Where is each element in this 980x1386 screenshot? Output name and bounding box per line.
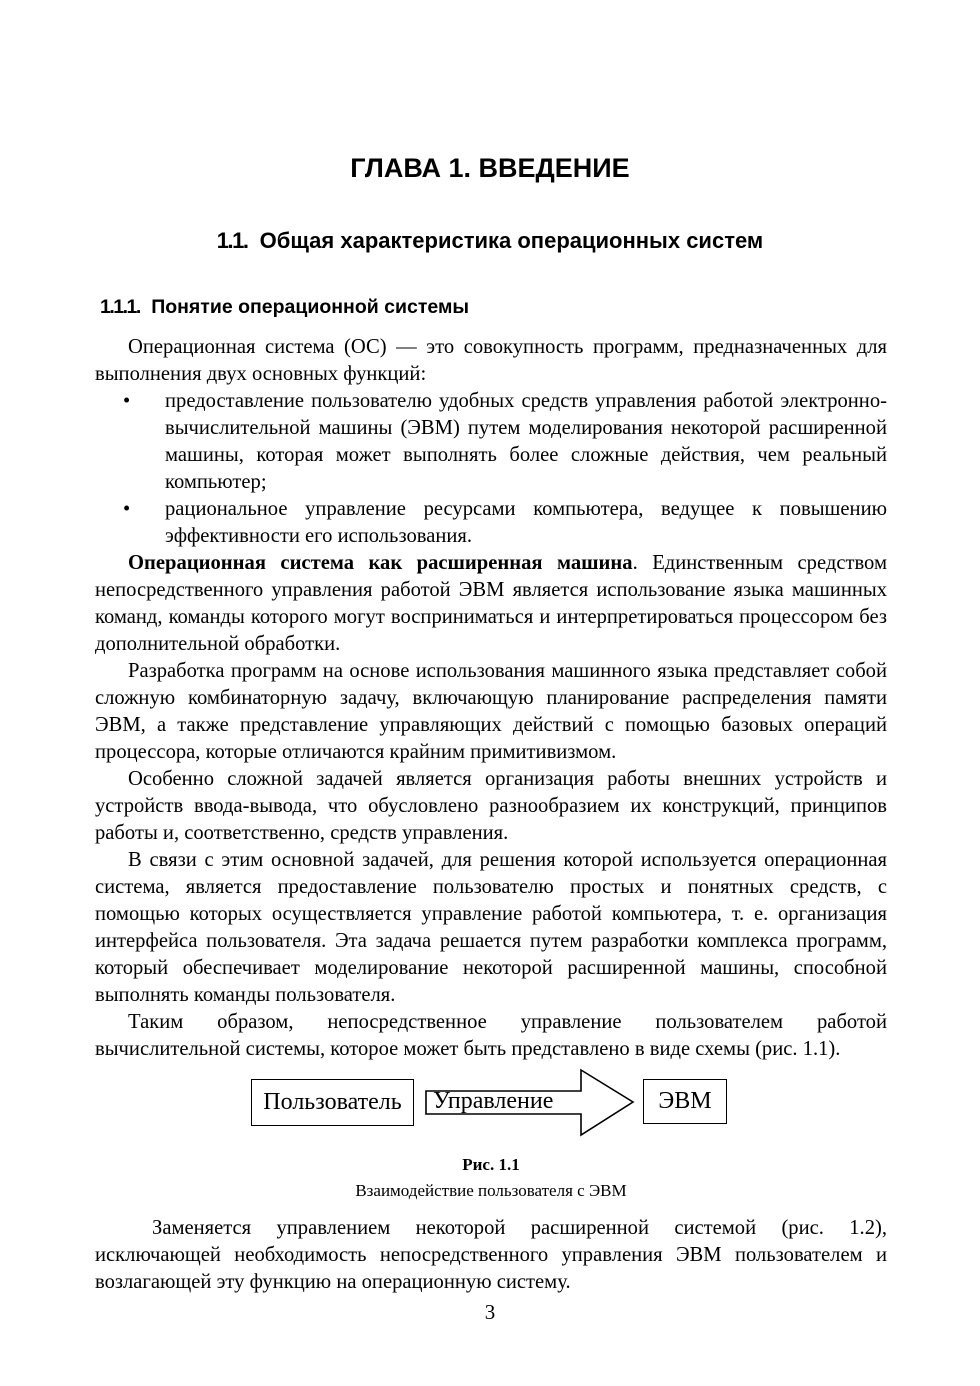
- bullet-icon: •: [123, 498, 131, 520]
- subsection-heading: [100, 292, 469, 322]
- list-item: [95, 496, 887, 550]
- intro-paragraph: Операционная система (ОС) — это совокупность программ, предназначенных для выполнения двух основных функций:: [95, 336, 887, 385]
- page-number: 3: [484, 1300, 496, 1324]
- closing-block: [95, 1215, 887, 1296]
- subsection-title: Понятие операционной системы: [151, 296, 470, 318]
- paragraph: Разработка программ на основе использования машинного языка представляет собой сложную комбинаторную задачу, включающую планирование распределения памяти ЭВМ, а также представление управляющих действий с помощью базовых операций процессора, которые отличаются крайним примитивизмом.: [95, 660, 887, 763]
- bullet-icon: •: [123, 390, 131, 412]
- section-number: 1.1.: [216, 228, 248, 253]
- figure-caption: Взаимодействие пользователя с ЭВМ: [355, 1181, 627, 1200]
- section-title: Общая характеристика операционных систем: [259, 228, 764, 253]
- section-heading: [0, 224, 980, 258]
- paragraph: Особенно сложной задачей является организация работы внешних устройств и устройств ввода-вывода, что обусловлено разнообразием их конструкций, принципов работы и, соответственно, средств управления.: [95, 768, 887, 844]
- figure-1-1: [95, 1067, 887, 1215]
- list-item-text: рациональное управление ресурсами компьютера, ведущее к повышению эффективности его использования.: [165, 498, 887, 547]
- subsection-number: 1.1.1.: [100, 296, 140, 318]
- list-item-text: предоставление пользователю удобных средств управления работой электронно-вычислительной машины (ЭВМ) путем моделирования некоторой расширенной машины, которая может выполнять более сложные действия, чем реальный компьютер;: [165, 390, 887, 493]
- list-item: [95, 388, 887, 496]
- chapter-title: ГЛАВА 1. ВВЕДЕНИЕ: [350, 153, 630, 183]
- paragraph-text: . Единственным средством непосредственного управления работой ЭВМ является использование языка машинных команд, команды которого могут восприниматься и интерпретироваться процессором без дополнительной обработки.: [95, 552, 887, 655]
- function-list: [95, 388, 887, 550]
- extended-machine-paragraph: [95, 550, 887, 658]
- arrow-label: Управление: [433, 1088, 554, 1114]
- closing-paragraph: Заменяется управлением некоторой расширенной системой (рис. 1.2), исключающей необходимость непосредственного управления ЭВМ пользователем и возлагающей эту функцию на операционную систему.: [95, 1217, 887, 1293]
- figure-number: Рис. 1.1: [462, 1155, 520, 1174]
- user-box: Пользователь: [251, 1079, 414, 1126]
- paragraph: Таким образом, непосредственное управление пользователем работой вычислительной системы, которое может быть представлено в виде схемы (рис. 1.1).: [95, 1011, 887, 1060]
- bold-term: Операционная система как расширенная машина: [128, 552, 633, 574]
- computer-box: ЭВМ: [643, 1079, 727, 1124]
- body-text: [95, 334, 887, 1296]
- paragraph: В связи с этим основной задачей, для решения которой используется операционная система, является предоставление пользователю простых и понятных средств, с помощью которых осуществляется управление работой компьютера, т. е. организация интерфейса пользователя. Эта задача решается путем разработки комплекса программ, который обеспечивает моделирование некоторой расширенной машины, способной выполнять команды пользователя.: [95, 849, 887, 1006]
